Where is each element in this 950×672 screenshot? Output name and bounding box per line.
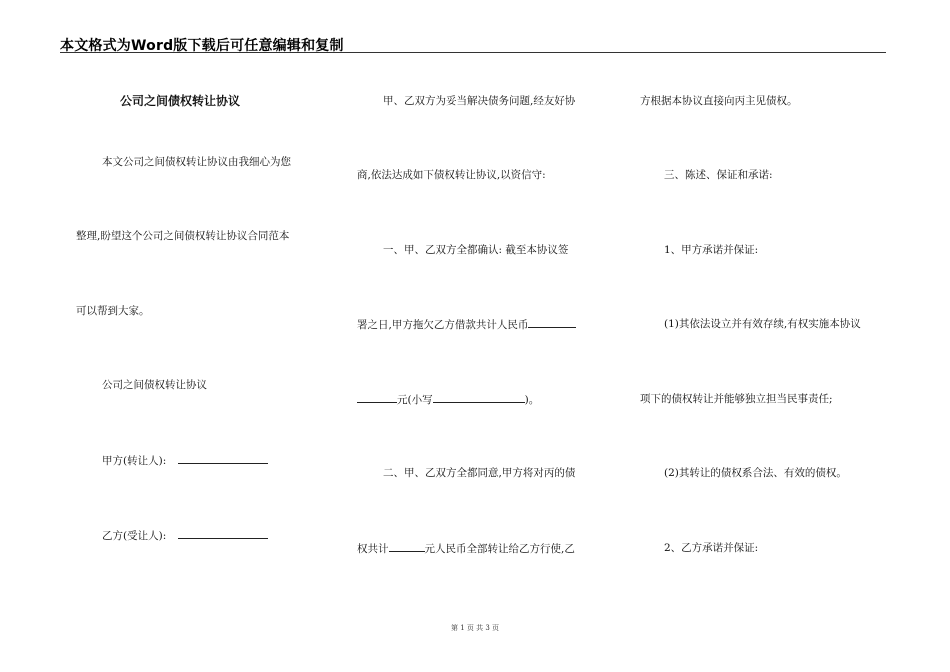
col3-line-4: (1)其依法设立并有效存续,有权实施本协议 (664, 318, 861, 330)
page-number: 第 1 页 共 3 页 (450, 624, 500, 632)
col2-line-1: 甲、乙双方为妥当解决债务问题,经友好协 (383, 95, 576, 107)
document-header-title: 本文格式为Word版下载后可任意编辑和复制 (60, 38, 344, 54)
col2-line-7 (357, 541, 575, 556)
col2-line-7-text-b: 元人民币全部转让给乙方行使,乙 (424, 543, 575, 555)
party-a-label: 甲方(转让人): (102, 455, 167, 467)
party-a-blank (178, 453, 268, 464)
amount-blank (528, 317, 576, 328)
intro-line-3: 可以帮到大家。 (76, 305, 150, 317)
party-b-line (102, 528, 268, 543)
col2-line-5-text-b: )。 (524, 394, 540, 406)
party-b-blank (178, 528, 268, 539)
col2-line-5 (357, 392, 539, 407)
col3-line-6: (2)其转让的债权系合法、有效的债权。 (664, 467, 847, 479)
col2-line-4-text: 署之日,甲方拖欠乙方借款共计人民币 (357, 319, 529, 331)
amount-numeric-blank (433, 392, 525, 403)
col3-line-5: 项下的债权转让并能够独立担当民事责任; (640, 393, 833, 405)
col3-line-1: 方根据本协议直接向丙主见债权。 (640, 95, 798, 107)
amount-blank-2 (357, 392, 397, 403)
intro-line-1: 本文公司之间债权转让协议由我细心为您 (102, 156, 291, 168)
party-b-label: 乙方(受让人): (102, 530, 167, 542)
col2-line-4 (357, 317, 576, 332)
col2-line-2: 商,依法达成如下债权转让协议,以资信守: (357, 169, 546, 181)
header-divider (60, 52, 886, 53)
col2-line-3: 一、甲、乙双方全都确认: 截至本协议签 (383, 244, 569, 256)
col2-line-7-text-a: 权共计 (357, 543, 389, 555)
document-title: 公司之间债权转让协议 (120, 94, 241, 108)
party-b-commitment-heading: 2、乙方承诺并保证: (664, 542, 759, 554)
col2-line-6: 二、甲、乙双方全都同意,甲方将对丙的债 (383, 467, 576, 479)
party-a-commitment-heading: 1、甲方承诺并保证: (664, 244, 759, 256)
intro-line-2: 整理,盼望这个公司之间债权转让协议合同范本 (76, 230, 290, 242)
party-a-line (102, 453, 268, 468)
agreement-subtitle: 公司之间债权转让协议 (102, 379, 207, 391)
transfer-amount-blank (389, 541, 425, 552)
col2-line-5-text-a: 元(小写 (397, 394, 433, 406)
section-3-heading: 三、陈述、保证和承诺: (664, 169, 773, 181)
